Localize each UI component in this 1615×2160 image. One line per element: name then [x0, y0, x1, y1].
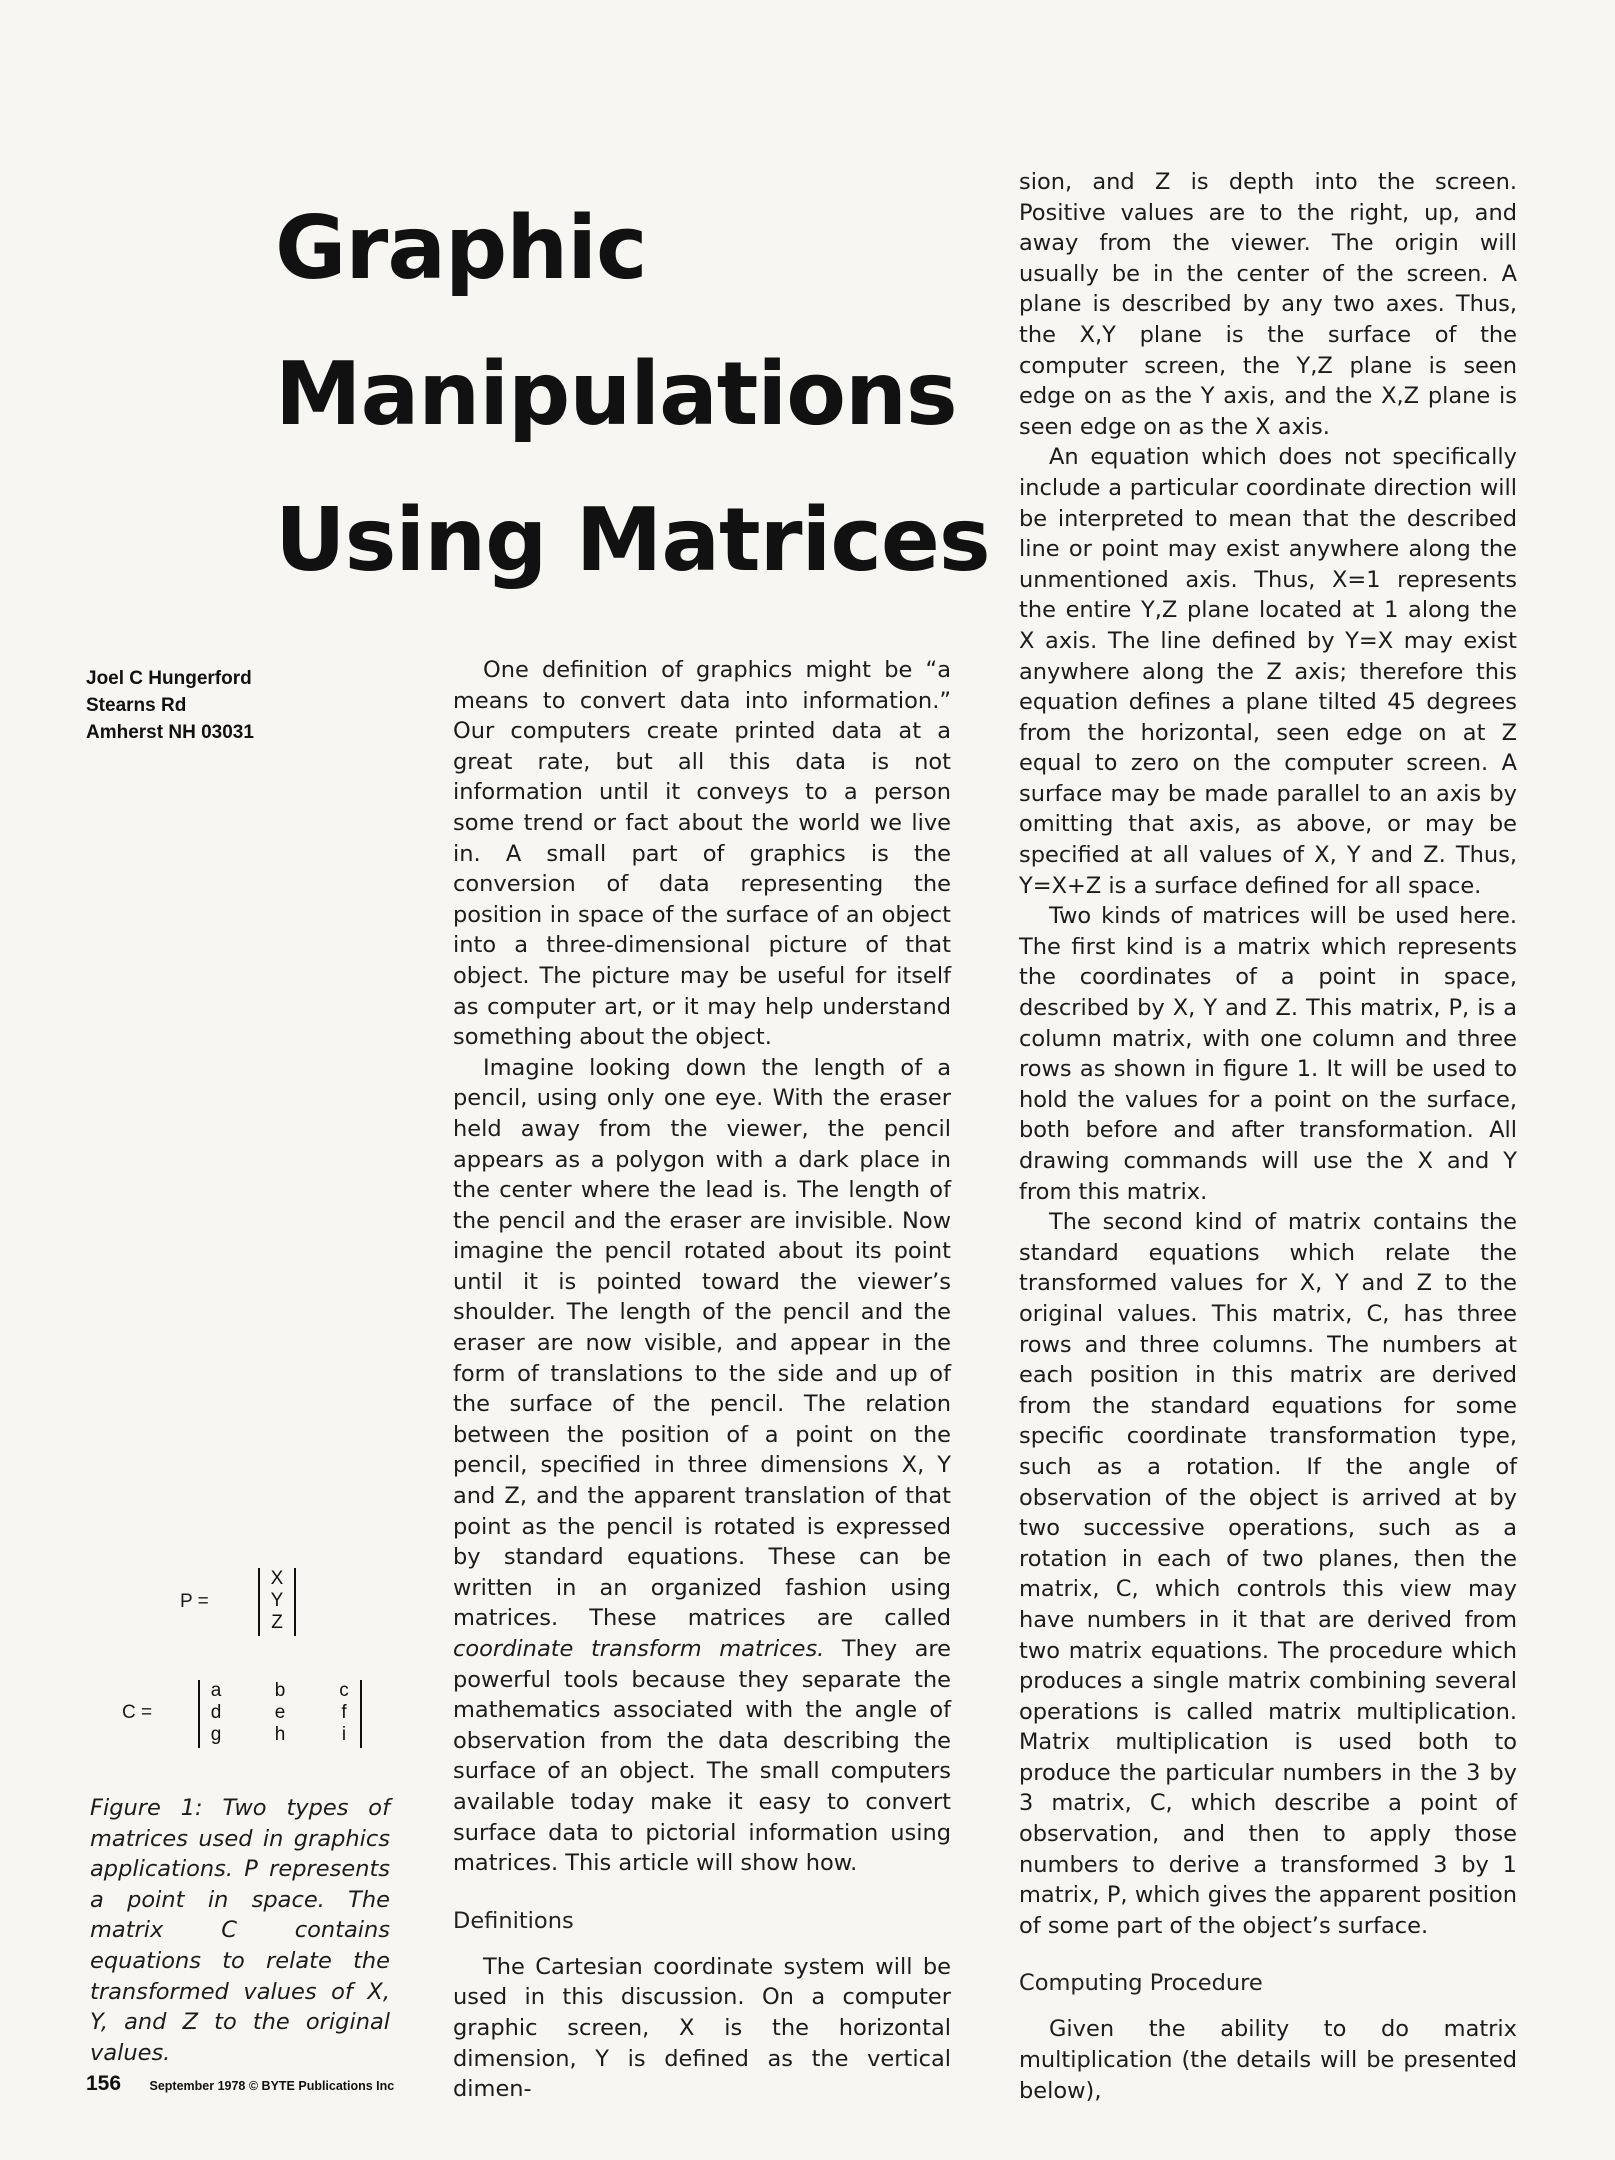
paragraph-cartesian-continued: sion, and Z is depth into the screen. Positive values are to the right, up, and away from the viewer. The origin will usually be in the center of the screen. A plane is described by any two axes. Thus, the X,Y plane is the surface of the computer screen, the Y,Z plane is seen edge on as the Y axis, and the X,Z plane is seen edge on as the X axis.: [1019, 169, 1517, 440]
matrix-c-cell: g: [210, 1724, 222, 1745]
heading-definitions: Definitions: [453, 1907, 574, 1934]
paragraph-pencil-part-1: Imagine looking down the length of a pencil, using only one eye. With the eraser held away from the viewer, the pencil appears as a polygon with a dark place in the center where the lead is. The length of the pencil and the eraser are invisible. Now imagine the pencil rotated about its point until it is pointed toward the viewer’s shoulder. The length of the pencil and the eraser are now visible, and appear in the form of translations to the side and up of the surface of the pencil. The relation between the position of a point on the pencil, specified in three dimensions X, Y and Z, and the apparent translation of that point as the pencil is rotated is expressed by standard equations. These can be written in an organized fashion using matrices. These matrices are called: [453, 1054, 951, 1632]
author-name: Joel C Hungerford: [86, 668, 252, 689]
page-number: 156: [86, 2072, 122, 2095]
matrix-c-label: C =: [122, 1702, 153, 1723]
matrix-p-cell: Z: [271, 1612, 283, 1633]
paragraph-cartesian-start: The Cartesian coordinate system will be used in this discussion. On a computer graphic screen, X is the horizontal dimension, Y is defined as the vertical dimen-: [453, 1953, 951, 2103]
paragraph-two-kinds: Two kinds of matrices will be used here. The first kind is a matrix which represents the coordinates of a point in space, described by X, Y and Z. This matrix, P, is a column matrix, with one column and three rows as shown in figure 1. It will be used to hold the values for a point on the surface, both before and after transformation. All drawing commands will use the X and Y from this matrix.: [1019, 903, 1517, 1205]
paragraph-second-kind: The second kind of matrix contains the standard equations which relate the transformed values for X, Y and Z to the original values. This matrix, C, has three rows and three columns. The numbers at each position in this matrix are derived from the standard equations for some specific coordinate transformation type, such as a rotation. If the angle of observation of the object is arrived at by two successive operations, such as a rotation in each of two planes, then the matrix, C, which controls this view may have numbers in it that are derived from two matrix equations. The procedure which produces a single matrix combining several operations is called matrix multiplication. Matrix multiplication is used both to produce the particular numbers in the 3 by 3 matrix, C, which describe a point of observation, and then to apply those numbers to derive a transformed 3 by 1 matrix, P, which gives the apparent position of some part of the object’s surface.: [1019, 1209, 1517, 1939]
matrix-p-label: P =: [180, 1591, 209, 1612]
matrix-c-cell: i: [341, 1724, 347, 1745]
heading-computing-procedure: Computing Procedure: [1019, 1970, 1263, 1997]
body-column-1: [453, 655, 951, 2105]
matrix-c-cell: b: [274, 1680, 286, 1701]
matrix-p: [258, 1568, 296, 1636]
page-footer: [86, 2072, 394, 2096]
paragraph-equation: An equation which does not specifically include a particular coordinate direction will be interpreted to mean that the described line or point may exist anywhere along the unmentioned axis. Thus, X=1 represents the entire Y,Z plane located at 1 along the X axis. The line defined by Y=X may exist anywhere along the Z axis; therefore this equation defines a plane tilted 45 degrees from the horizontal, seen edge on at Z equal to zero on the computer screen. A surface may be made parallel to an axis by omitting that axis, as above, or may be specified at all values of X, Y and Z. Thus, Y=X+Z is a surface defined for all space.: [1019, 444, 1517, 899]
author-street: Stearns Rd: [86, 695, 187, 716]
author-block: [86, 665, 386, 746]
matrix-c-cell: a: [210, 1680, 222, 1701]
term-coordinate-transform: coordinate transform matrices.: [453, 1636, 825, 1662]
article-title: [275, 175, 990, 613]
paragraph-pencil-part-2: They are powerful tools because they separate the mathematics associated with the angle of observation from the data describing the surface of an object. The small computers available today make it easy to convert surface data to pictorial information using matrices. This article will show how.: [453, 1636, 951, 1877]
matrix-c-cell: f: [341, 1702, 347, 1723]
body-column-2: [1019, 167, 1517, 2106]
paragraph-computing-start: Given the ability to do matrix multiplication (the details will be presented below),: [1019, 2016, 1517, 2104]
figure-1-caption: Figure 1: Two types of matrices used in graphics applications. P represents a point in space. The matrix C contains equations to relate the transformed values of X, Y, and Z to the original values.: [90, 1795, 390, 2066]
matrix-p-cell: Y: [270, 1590, 284, 1611]
author-city: Amherst NH 03031: [86, 722, 254, 743]
title-line-3: Using Matrices: [275, 489, 990, 591]
paragraph-intro: One definition of graphics might be “a means to convert data into information.” Our computers create printed data at a great rate, but all this data is not information until it conveys to a person some trend or fact about the world we live in. A small part of graphics is the conversion of data representing the position in space of the surface of an object into a three-dimensional picture of that object. The picture may be useful for itself as computer art, or it may help understand something about the object.: [453, 657, 951, 1051]
matrix-c-cell: e: [274, 1702, 286, 1723]
matrix-c: [198, 1680, 362, 1748]
matrix-c-cell: d: [210, 1702, 222, 1723]
title-line-2: Manipulations: [275, 343, 957, 445]
title-line-1: Graphic: [275, 197, 647, 299]
matrix-c-cell: c: [339, 1680, 349, 1701]
footer-publication: September 1978 © BYTE Publications Inc: [149, 2079, 395, 2093]
matrix-p-cell: X: [270, 1568, 284, 1589]
matrix-c-cell: h: [274, 1724, 286, 1745]
paragraph-pencil: [453, 1053, 951, 1879]
